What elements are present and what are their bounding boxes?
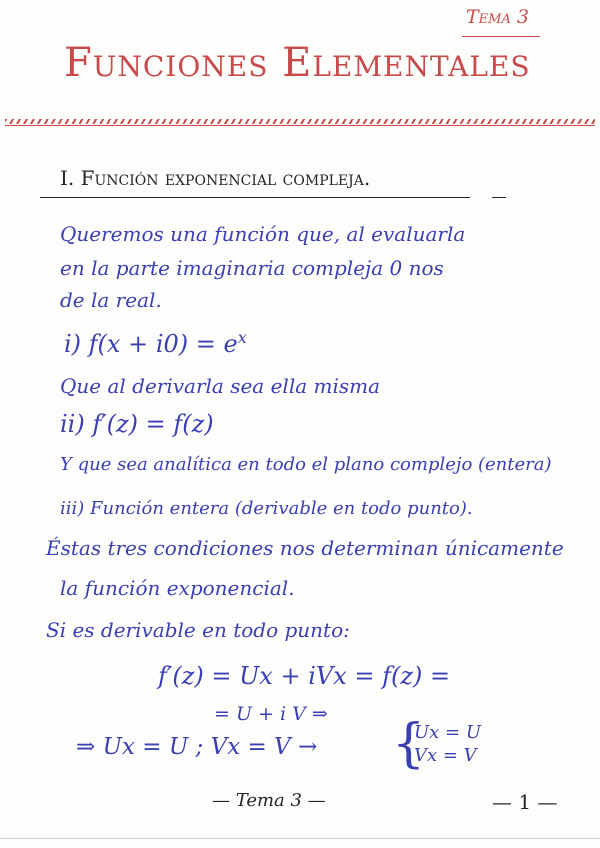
- topic-tag: Tema 3: [466, 6, 529, 28]
- paragraph-4-line-2: la función exponencial.: [60, 576, 295, 600]
- equation-line-1: f′(z) = Ux + iVx = f(z) =: [158, 662, 451, 690]
- paragraph-2: Que al derivarla sea ella misma: [60, 374, 381, 398]
- condition-1: [64, 328, 247, 358]
- equation-line-3: ⇒ Ux = U ; Vx = V →: [76, 734, 318, 760]
- condition-2: ii) f′(z) = f(z): [60, 410, 214, 438]
- paragraph-1-line-3: de la real.: [60, 288, 162, 312]
- paragraph-1-line-2: en la parte imaginaria compleja 0 nos: [60, 256, 444, 280]
- page-title: Funciones Elementales: [64, 40, 531, 86]
- section-heading: I. Función exponencial compleja.: [60, 166, 371, 190]
- system-brace: {: [392, 714, 426, 774]
- paragraph-4-line-1: Éstas tres condiciones nos determinan únicamente: [46, 536, 564, 560]
- condition-3: iii) Función entera (derivable en todo punto).: [60, 498, 473, 519]
- bottom-border: [0, 838, 600, 839]
- system-line-2: Vx = V: [414, 745, 477, 766]
- condition-1-formula: i) f(x + i0) = e: [64, 330, 238, 358]
- paragraph-5: Si es derivable en todo punto:: [46, 618, 350, 642]
- paragraph-1-line-1: Queremos una función que, al evaluarla: [60, 222, 466, 246]
- title-underline-decoration: [5, 119, 595, 124]
- paragraph-3: Y que sea analítica en todo el plano complejo (entera): [60, 454, 552, 475]
- section-heading-rule-mark: [492, 197, 506, 198]
- page-number: — 1 —: [492, 790, 558, 814]
- system-line-1: Ux = U: [414, 722, 482, 743]
- topic-tag-underline: [462, 36, 540, 37]
- title-underline: [5, 125, 595, 126]
- equation-line-2: = U + i V ⇒: [214, 703, 328, 725]
- footer-label: — Tema 3 —: [212, 790, 326, 811]
- condition-1-exponent: x: [237, 328, 247, 347]
- section-heading-rule: [40, 197, 470, 198]
